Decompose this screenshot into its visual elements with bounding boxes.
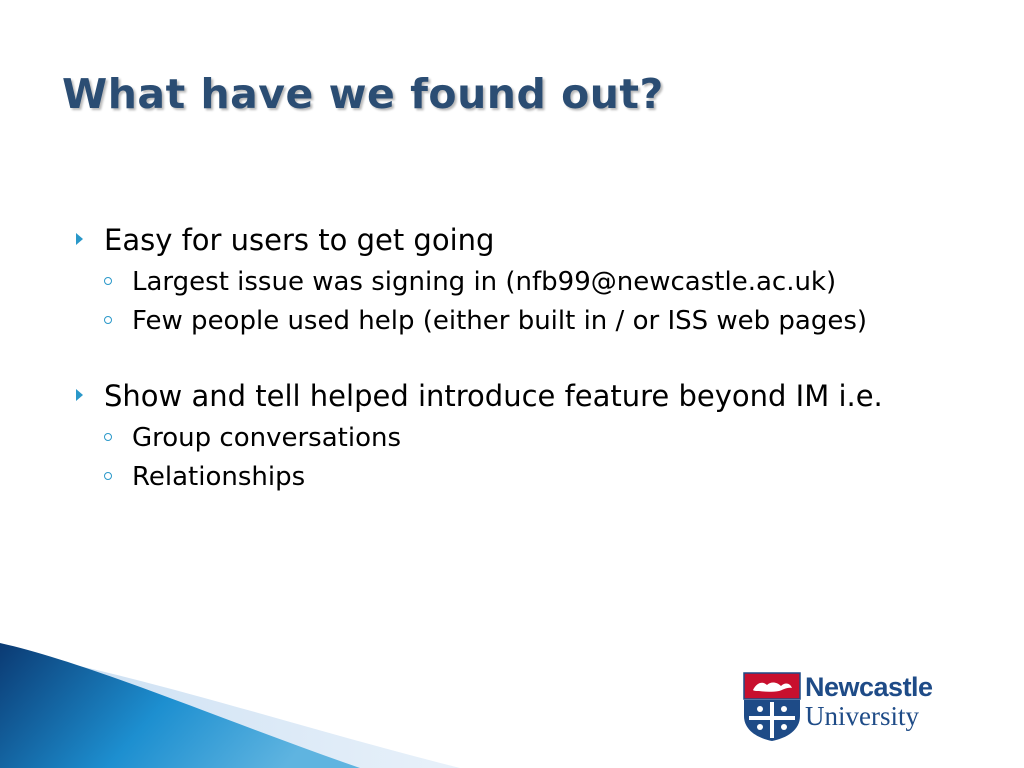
- slide-content: [76, 218, 956, 496]
- slide-title: What have we found out?: [62, 70, 664, 118]
- sub-bullet-text: Few people used help (either built in / or ISS web pages): [132, 306, 868, 336]
- circle-bullet-icon: [104, 472, 112, 480]
- logo-wordmark: [805, 672, 933, 730]
- sub-bullet-item: [104, 459, 956, 496]
- circle-bullet-icon: [104, 433, 112, 441]
- triangle-bullet-icon: [76, 233, 83, 245]
- bullet-item: [76, 218, 956, 262]
- sub-bullet-text: Relationships: [132, 462, 306, 492]
- sub-bullet-item: [104, 303, 956, 340]
- sub-bullet-text: Group conversations: [132, 423, 402, 453]
- triangle-bullet-icon: [76, 389, 83, 401]
- university-crest-icon: [743, 672, 801, 742]
- sub-bullet-item: [104, 420, 956, 457]
- logo-line-newcastle: Newcastle: [805, 672, 933, 702]
- sub-bullet-item: [104, 264, 956, 301]
- circle-bullet-icon: [104, 316, 112, 324]
- decorative-swoosh: [0, 643, 460, 768]
- sub-bullet-text: Largest issue was signing in (nfb99@newcastle.ac.uk): [132, 267, 837, 297]
- bullet-item: [76, 374, 956, 418]
- newcastle-university-logo: [743, 672, 963, 744]
- bullet-text: Easy for users to get going: [104, 223, 495, 257]
- bullet-text: Show and tell helped introduce feature beyond IM i.e.: [104, 379, 883, 413]
- logo-line-university: University: [805, 701, 919, 731]
- circle-bullet-icon: [104, 277, 112, 285]
